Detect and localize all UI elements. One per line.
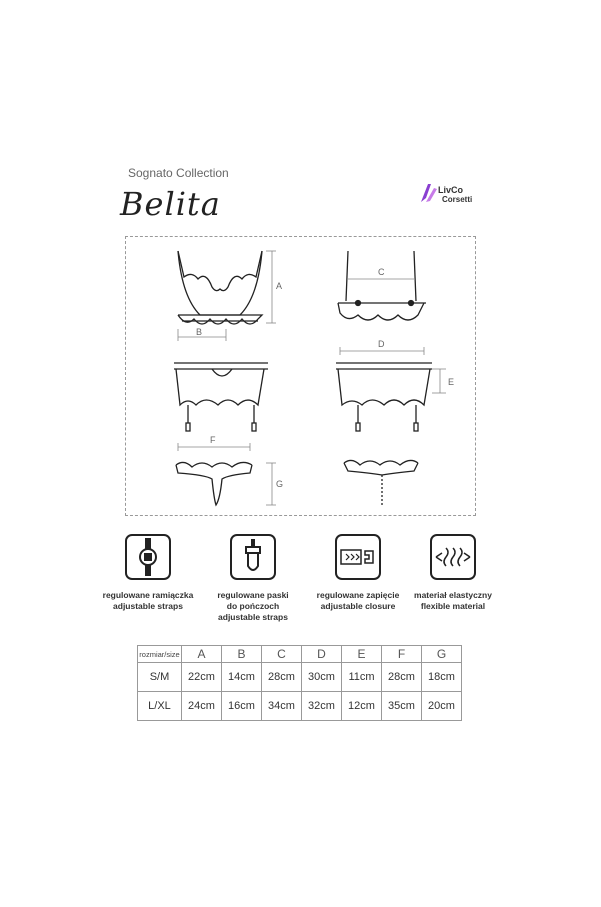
garter-belt-back-sketch: [336, 363, 432, 431]
table-cell: 28cm: [382, 663, 422, 692]
column-header-e: E: [342, 646, 382, 663]
brand-logo: [418, 180, 488, 210]
feature-label-pl: materiał elastyczny: [414, 590, 492, 600]
column-header-c: C: [262, 646, 302, 663]
table-cell: 12cm: [342, 692, 382, 721]
brand-logo-line1: LivCo: [438, 185, 464, 195]
feature-adjustable-straps: [88, 534, 208, 612]
size-label: L/XL: [138, 692, 182, 721]
feature-label-pl: regulowane zapięcie: [316, 590, 400, 600]
adjustable-straps-icon: [125, 534, 171, 580]
feature-label-pl: regulowane ramiączka: [102, 590, 194, 600]
dimension-label-d: D: [378, 339, 385, 349]
dimension-label-e: E: [448, 377, 455, 387]
feature-elastic-material: [393, 534, 513, 612]
collection-name: Sognato Collection: [128, 166, 229, 180]
dimension-label-c: C: [378, 267, 385, 277]
column-header-f: F: [382, 646, 422, 663]
table-cell: 34cm: [262, 692, 302, 721]
feature-label-pl-2: do pończoch: [226, 601, 280, 611]
table-cell: 14cm: [222, 663, 262, 692]
brand-logo-mark-icon: [418, 180, 440, 206]
column-header-g: G: [422, 646, 462, 663]
bra-front-sketch: [178, 251, 262, 324]
brand-logo-line2: Corsetti: [442, 195, 473, 204]
table-cell: 20cm: [422, 692, 462, 721]
garter-clip-icon: [230, 534, 276, 580]
dimension-label-b: B: [196, 327, 203, 337]
table-cell: 22cm: [182, 663, 222, 692]
table-row: [138, 692, 462, 721]
table-cell: 35cm: [382, 692, 422, 721]
garment-sketches: [126, 237, 477, 517]
size-table-header: [138, 646, 462, 663]
table-cell: 18cm: [422, 663, 462, 692]
bra-back-sketch: [338, 251, 426, 320]
hook-closure-icon: [335, 534, 381, 580]
feature-adjustable-garters: [193, 534, 313, 623]
thong-back-sketch: [344, 460, 418, 505]
garter-belt-front-sketch: [174, 363, 268, 431]
size-table-corner: rozmiar/size: [138, 646, 182, 663]
feature-label-pl: regulowane paski: [217, 590, 289, 600]
feature-label-en: adjustable straps: [218, 612, 288, 622]
column-header-b: B: [222, 646, 262, 663]
table-row: [138, 663, 462, 692]
table-cell: 28cm: [262, 663, 302, 692]
table-cell: 32cm: [302, 692, 342, 721]
size-table: [137, 645, 462, 721]
dimension-label-f: F: [210, 435, 216, 445]
feature-label-en: adjustable straps: [113, 601, 183, 611]
size-label: S/M: [138, 663, 182, 692]
column-header-a: A: [182, 646, 222, 663]
product-name: Belita: [120, 185, 221, 223]
column-header-d: D: [302, 646, 342, 663]
measurement-diagram: [125, 236, 476, 516]
feature-label-en: flexible material: [420, 601, 486, 611]
dimension-label-g: G: [276, 479, 284, 489]
dimension-label-a: A: [276, 281, 283, 291]
thong-front-sketch: [176, 462, 252, 505]
table-cell: 24cm: [182, 692, 222, 721]
elastic-material-icon: [430, 534, 476, 580]
table-cell: 30cm: [302, 663, 342, 692]
feature-label-en: adjustable closure: [320, 601, 396, 611]
table-cell: 11cm: [342, 663, 382, 692]
table-cell: 16cm: [222, 692, 262, 721]
